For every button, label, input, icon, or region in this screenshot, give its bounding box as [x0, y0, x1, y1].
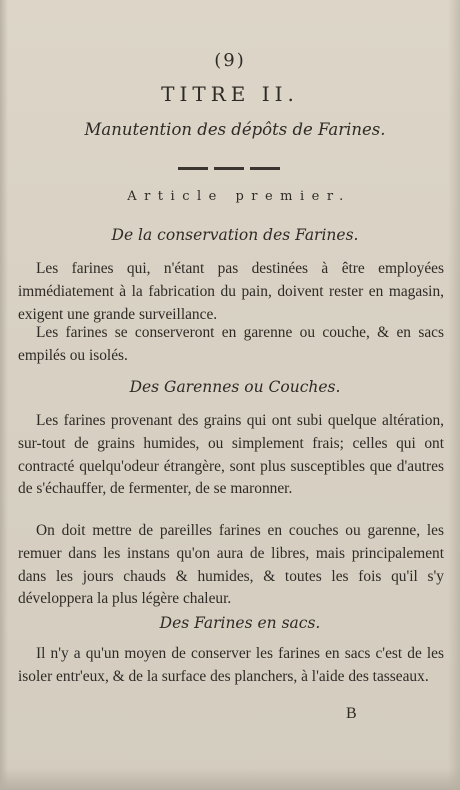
section-heading-conservation: De la conservation des Farines. — [111, 226, 359, 244]
paragraph: On doit mettre de pareilles farines en couches ou garenne, les remuer dans les instans qu'on aura de libres, mais principalement dans les jours chauds & humides, & toutes les fois qu'il s'y développera la plus légère chaleur. — [18, 522, 444, 608]
article-heading: Article premier. — [127, 189, 351, 204]
paragraph: Les farines se conserveront en garenne ou couche, & en sacs empilés ou isolés. — [18, 324, 444, 364]
section-heading-garennes: Des Garennes ou Couches. — [129, 378, 341, 396]
paragraph: Il n'y a qu'un moyen de conserver les farines en sacs c'est de les isoler entr'eux, & de la surface des planchers, à l'aide des tasseaux. — [18, 645, 444, 685]
chapter-title: TITRE II. — [161, 82, 299, 106]
ornamental-rule — [178, 167, 280, 170]
paragraph: Les farines qui, n'étant pas destinées à être employées immédiatement à la fabrication du pain, doivent rester en magasin, exigent une grande surveillance. — [18, 260, 444, 323]
chapter-subtitle: Manutention des dépôts de Farines. — [84, 120, 386, 139]
page-edge-shadow — [448, 0, 460, 790]
section-heading-sacs: Des Farines en sacs. — [159, 614, 321, 632]
paragraph: Les farines provenant des grains qui ont subi quelque altération, sur-tout de grains humides, ou simplement frais; celles qui ont contracté quelqu'odeur étrangère, sont plus susceptibles que d'autres de s'échauffer, de fermenter, de se maronner. — [18, 412, 444, 498]
page-number: (9) — [214, 50, 246, 71]
signature-mark: B — [346, 705, 357, 722]
